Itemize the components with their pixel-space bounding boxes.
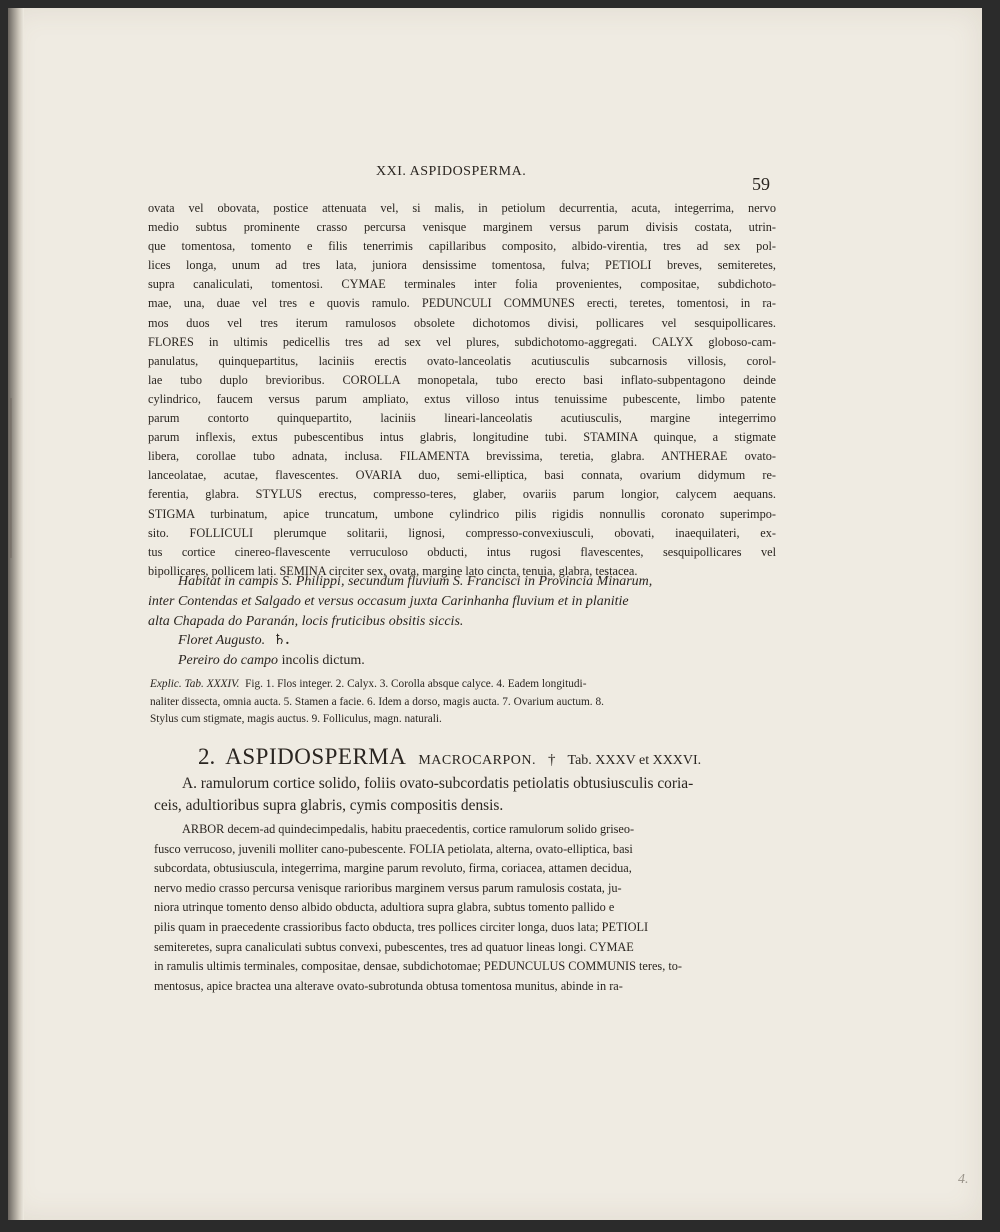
dagger-icon: † — [548, 752, 556, 768]
page-number: 59 — [752, 174, 770, 194]
desc-line: ARBOR decem-ad quindecimpedalis, habitu praecedentis, cortice ramulorum solido griseo- — [182, 822, 635, 836]
text-line: supra canaliculati, tomentosi. CYMAE terminales inter folia provenientes, compositae, subdichoto- — [148, 277, 776, 292]
text-line: lanceolatae, acutae, flavescentes. OVARIA duo, semi-elliptica, basi connata, ovarium didymum re- — [148, 468, 776, 483]
desc-line: pilis quam in praecedente crassioribus facto obducta, tres pollices circiter longa, duos lata; PETIOLI — [154, 919, 649, 934]
text-line: lae tubo duplo brevioribus. COROLLA monopetala, tubo erecto basi inflato-subpentagono deinde — [148, 372, 776, 387]
explic-line: Stylus cum stigmate, magis auctus. 9. Folliculus, magn. naturali. — [150, 713, 442, 725]
text-line: sito. FOLLICULI plerumque solitarii, lignosi, compresso-convexiusculi, obovati, inaequilateri, ex- — [148, 525, 776, 540]
species-number: 2. — [198, 744, 216, 769]
desc-line: subcordata, obtusiuscula, integerrima, margine parum revoluto, firma, coriacea, attamen decidua, — [154, 861, 632, 876]
book-spine-shadow — [8, 8, 24, 1220]
species-epithet: MACROCARPON. — [418, 753, 536, 768]
vernacular-name: Pereiro do campo — [178, 653, 279, 668]
explic-text: Fig. 1. Flos integer. 2. Calyx. 3. Corolla absque calyce. 4. Eadem longitudi- — [245, 678, 587, 690]
text-line: que tomentosa, tomento e filis tenerrimis capillaribus composito, albido-virentia, tres ad sex pol- — [148, 239, 776, 254]
desc-line: niora utrinque tomento denso albido obducta, adultiora supra glabra, subtus tomento pallido e — [154, 900, 615, 915]
pencil-annotation: 4. — [958, 1172, 969, 1187]
plate-explanation — [150, 676, 778, 729]
species-heading — [198, 744, 701, 770]
margin-marks — [10, 398, 22, 558]
text-line: ferentia, glabra. STYLUS erectus, compresso-teres, glaber, ovariis parum longior, calycem aequans. — [148, 487, 776, 502]
text-line: parum contorto quinquepartito, laciniis lineari-lanceolatis acutiusculis, margine integerrimo — [148, 411, 776, 426]
text-line: parum inflexis, extus pubescentibus intus glabris, longitudine tubi. STAMINA quinque, a stigmate — [148, 430, 776, 445]
book-page — [8, 8, 982, 1220]
species-description-continued — [148, 199, 776, 581]
desc-line: in ramulis ultimis terminales, compositae, densae, subdichotomae; PEDUNCULUS COMMUNIS teres, to- — [154, 959, 683, 974]
explic-label: Explic. Tab. XXXIV. — [150, 678, 240, 690]
shrub-symbol-icon: ♄. — [273, 633, 290, 648]
species-genus: ASPIDOSPERMA — [225, 744, 407, 769]
text-line: STIGMA turbinatum, apice truncatum, umbone cylindrico pilis rigidis nonnullis coronato superimpo- — [148, 506, 776, 521]
plate-reference: Tab. XXXV et XXXVI. — [567, 753, 702, 768]
diagnosis-line: A. ramulorum cortice solido, foliis ovato-subcordatis petiolatis obtusiusculis coria- — [182, 775, 694, 792]
text-line: panulatus, quinquepartitus, laciniis erectis ovato-lanceolatis acutiusculis subcarnosis villosis, corol- — [148, 353, 776, 368]
species-description — [154, 820, 779, 996]
habitat-line: inter Contendas et Salgado et versus occasum juxta Carinhanha fluvium et in planitie — [148, 594, 629, 609]
text-line: cylindrico, faucem versus parum ampliato, extus villoso intus tenuissime pubescente, limbo patente — [148, 391, 776, 406]
text-line: libera, corollae tubo adnata, inclusa. FILAMENTA brevissima, teretia, glabra. ANTHERAE ovato- — [148, 449, 776, 464]
text-line: mos duos vel tres iterum ramulosos obsolete dichotomos divisi, pollicares vel sesquipollicares. — [148, 315, 776, 330]
vernacular-note — [178, 653, 365, 669]
habitat-paragraph — [148, 572, 788, 632]
running-head: XXI. ASPIDOSPERMA. — [376, 164, 527, 179]
species-diagnosis — [154, 773, 779, 817]
desc-line: nervo medio crasso percursa venisque rarioribus marginem versus parum ramulosis costata, ju- — [154, 880, 622, 895]
diagnosis-line: ceis, adultioribus supra glabris, cymis compositis densis. — [154, 797, 504, 814]
desc-line: semiteretes, supra canaliculati subtus convexi, pubescentes, tres ad quatuor lineas longi. CYMAE — [154, 939, 634, 954]
desc-line: mentosus, apice bractea una alterave ovato-subrotunda obtusa tomentosa munitus, abinde in ra- — [154, 978, 623, 993]
text-line: medio subtus prominente crasso percursa venisque marginem versus parum divisis costata, utrin- — [148, 220, 776, 235]
desc-line: fusco verrucoso, juvenili molliter cano-pubescente. FOLIA petiolata, alterna, ovato-elliptica, basi — [154, 841, 633, 856]
text-line: ovata vel obovata, postice attenuata vel, si malis, in petiolum decurrentia, acuta, integerrima, nervo — [148, 201, 776, 215]
vernacular-rest: incolis dictum. — [278, 653, 365, 668]
text-line: mae, una, duae vel tres e quovis ramulo. PEDUNCULI COMMUNES erecti, teretes, tomentosi, in ra- — [148, 296, 776, 311]
explic-line: naliter dissecta, omnia aucta. 5. Stamen a facie. 6. Idem a dorso, magis aucta. 7. Ovarium auctum. 8. — [150, 695, 604, 708]
text-line: tus cortice cinereo-flavescente verruculoso obducti, intus rugosi flavescentes, sesquipollicares vel — [148, 544, 776, 559]
floret-text: Floret Augusto. — [178, 633, 266, 648]
text-line: lices longa, unum ad tres lata, juniora densissime tomentosa, fulva; PETIOLI breves, semiteretes, — [148, 258, 776, 273]
habitat-line: Habitat in campis S. Philippi, secundum fluvium S. Francisci in Provincia Minarum, — [178, 574, 653, 589]
text-line: bipollicares, pollicem lati. SEMINA circiter sex, ovata, margine lato cincta, tenuia, glabra, testacea. — [148, 563, 638, 578]
explic-line — [150, 676, 778, 694]
text-line: FLORES in ultimis pedicellis tres ad sex vel plures, subdichotomo-aggregati. CALYX globoso-cam- — [148, 334, 776, 349]
habitat-line: alta Chapada do Paranán, locis fruticibus obsitis siccis. — [148, 614, 464, 629]
flowering-note — [178, 632, 289, 649]
